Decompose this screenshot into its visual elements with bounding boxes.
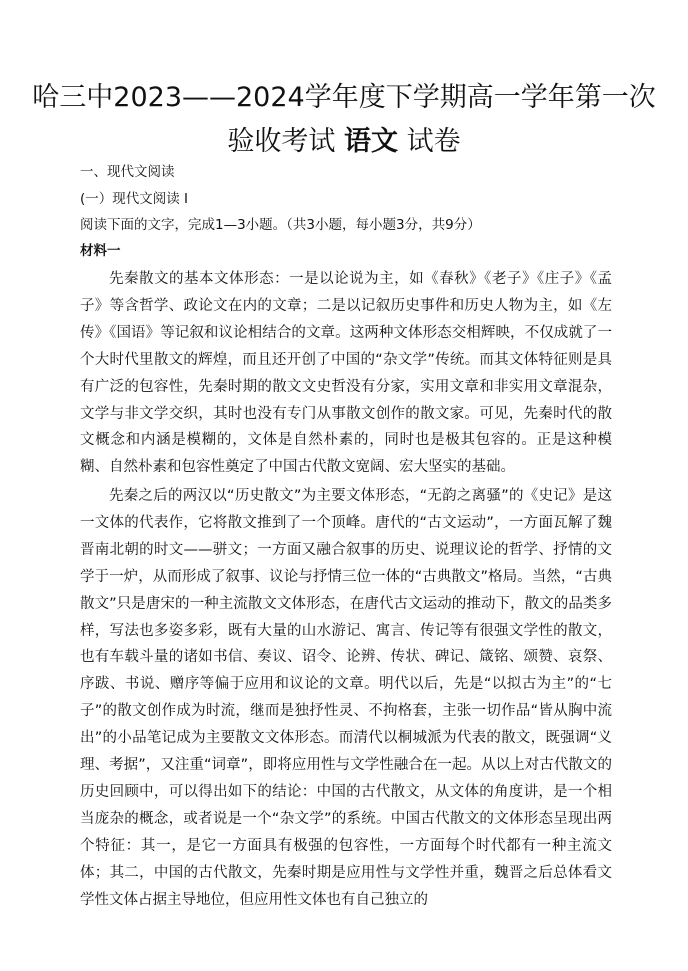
material-label: 材料一 bbox=[80, 243, 121, 259]
exam-subject: 语文 bbox=[344, 126, 398, 157]
section-heading: 一、现代文阅读 bbox=[80, 164, 175, 180]
paragraph-1: 先秦散文的基本文体形态：一是以论说为主，如《春秋》《老子》《庄子》《孟子》等含哲学、政论文在内的文章；二是以记叙历史事件和历史人物为主，如《左传》《国语》等记叙和议论相结合的文章。这两种文体形态交相辉映，不仅成就了一个大时代里散文的辉煌，而且还开创了中国的“杂文学”传统。而其文体特征则是具有广泛的包容性，先秦时期的散文文史哲没有分家，实用文章和非实用文章混杂，文学与非文学交织，其时也没有专门从事散文创作的散文家。可见，先秦时代的散文概念和内涵是模糊的，文体是自然朴素的，同时也是极其包容的。正是这种模糊、自然朴素和包容性奠定了中国古代散文宽阔、宏大坚实的基础。 bbox=[80, 271, 612, 476]
exam-title-suffix: 试卷 bbox=[406, 126, 461, 157]
question-instruction: 阅读下面的文字，完成1—3小题。（共3小题，每小题3分，共9分） bbox=[80, 217, 481, 233]
paragraph-2: 先秦之后的两汉以“历史散文”为主要文体形态，“无韵之离骚”的《史记》是这一文体的代表作，它将散文推到了一个顶峰。唐代的“古文运动”，一方面瓦解了魏晋南北朝的时文——骈文；一方面又融合叙事的历史、说理议论的哲学、抒情的文学于一炉，从而形成了叙事、议论与抒情三位一体的“古典散文”格局。当然，“古典散文”只是唐宋的一种主流散文文体形态，在唐代古文运动的推动下，散文的品类多样，写法也多姿多彩，既有大量的山水游记、寓言、传记等有很强文学性的散文，也有车载斗量的诸如书信、奏议、诏令、论辨、传状、碑记、箴铭、颂赞、哀祭、序跋、书说、赠序等偏于应用和议论的文章。明代以后，先是“以拟古为主”的“七子”的散文创作成为时流，继而是独抒性灵、不拘格套，主张一切作品“皆从胸中流出”的小品笔记成为主要散文文体形态。而清代以桐城派为代表的散文，既强调“义理、考据”，又注重“词章”，即将应用性与文学性融合在一起。从以上对古代散文的历史回顾中，可以得出如下的结论：中国的古代散文，从文体的角度讲，是一个相当庞杂的概念，或者说是一个“杂文学”的系统。中国古代散文的文体形态呈现出两个特征：其一，是它一方面具有极强的包容性，一方面每个时代都有一种主流文体；其二，中国的古代散文，先秦时期是应用性与文学性并重，魏晋之后总体看文学性文体占据主导地位，但应用性文体也有自己独立的 bbox=[80, 488, 612, 908]
section-subheading: (一）现代文阅读 I bbox=[80, 191, 189, 207]
exam-title-line-1: 哈三中2023——2024学年度下学期高一学年第一次 bbox=[32, 82, 656, 113]
exam-title-line-2 bbox=[0, 125, 688, 159]
exam-title-prefix: 验收考试 bbox=[227, 126, 336, 157]
